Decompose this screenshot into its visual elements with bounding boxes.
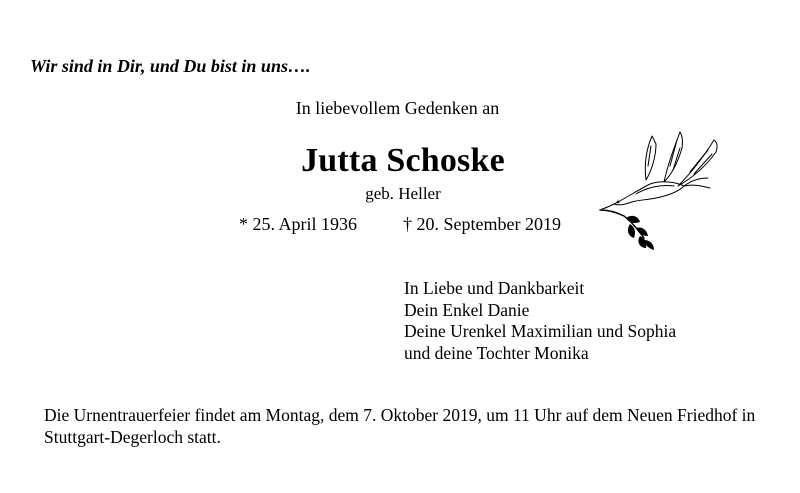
mourners-line: Dein Enkel Danie	[404, 299, 530, 320]
birth-date: * 25. April 1936	[239, 214, 358, 234]
mourners-line: und deine Tochter Monika	[404, 342, 589, 363]
intro-line: In liebevollem Gedenken an	[295, 98, 500, 118]
death-date: † 20. September 2019	[403, 214, 561, 234]
deceased-name: Jutta Schoske	[301, 142, 505, 179]
funeral-notice: Die Urnentrauerfeier findet am Montag, dem 7. Oktober 2019, um 11 Uhr auf dem Neuen Friedhof in Stuttgart-Degerloch statt.	[44, 405, 756, 447]
mourners-line: Deine Urenkel Maximilian und Sophia	[404, 321, 677, 341]
motto-line: Wir sind in Dir, und Du bist in uns….	[30, 56, 311, 76]
mourners-block	[404, 278, 676, 364]
dove-with-olive-branch-icon	[594, 126, 724, 252]
maiden-name: geb. Heller	[365, 184, 441, 203]
mourners-line: In Liebe und Dankbarkeit	[404, 278, 585, 298]
